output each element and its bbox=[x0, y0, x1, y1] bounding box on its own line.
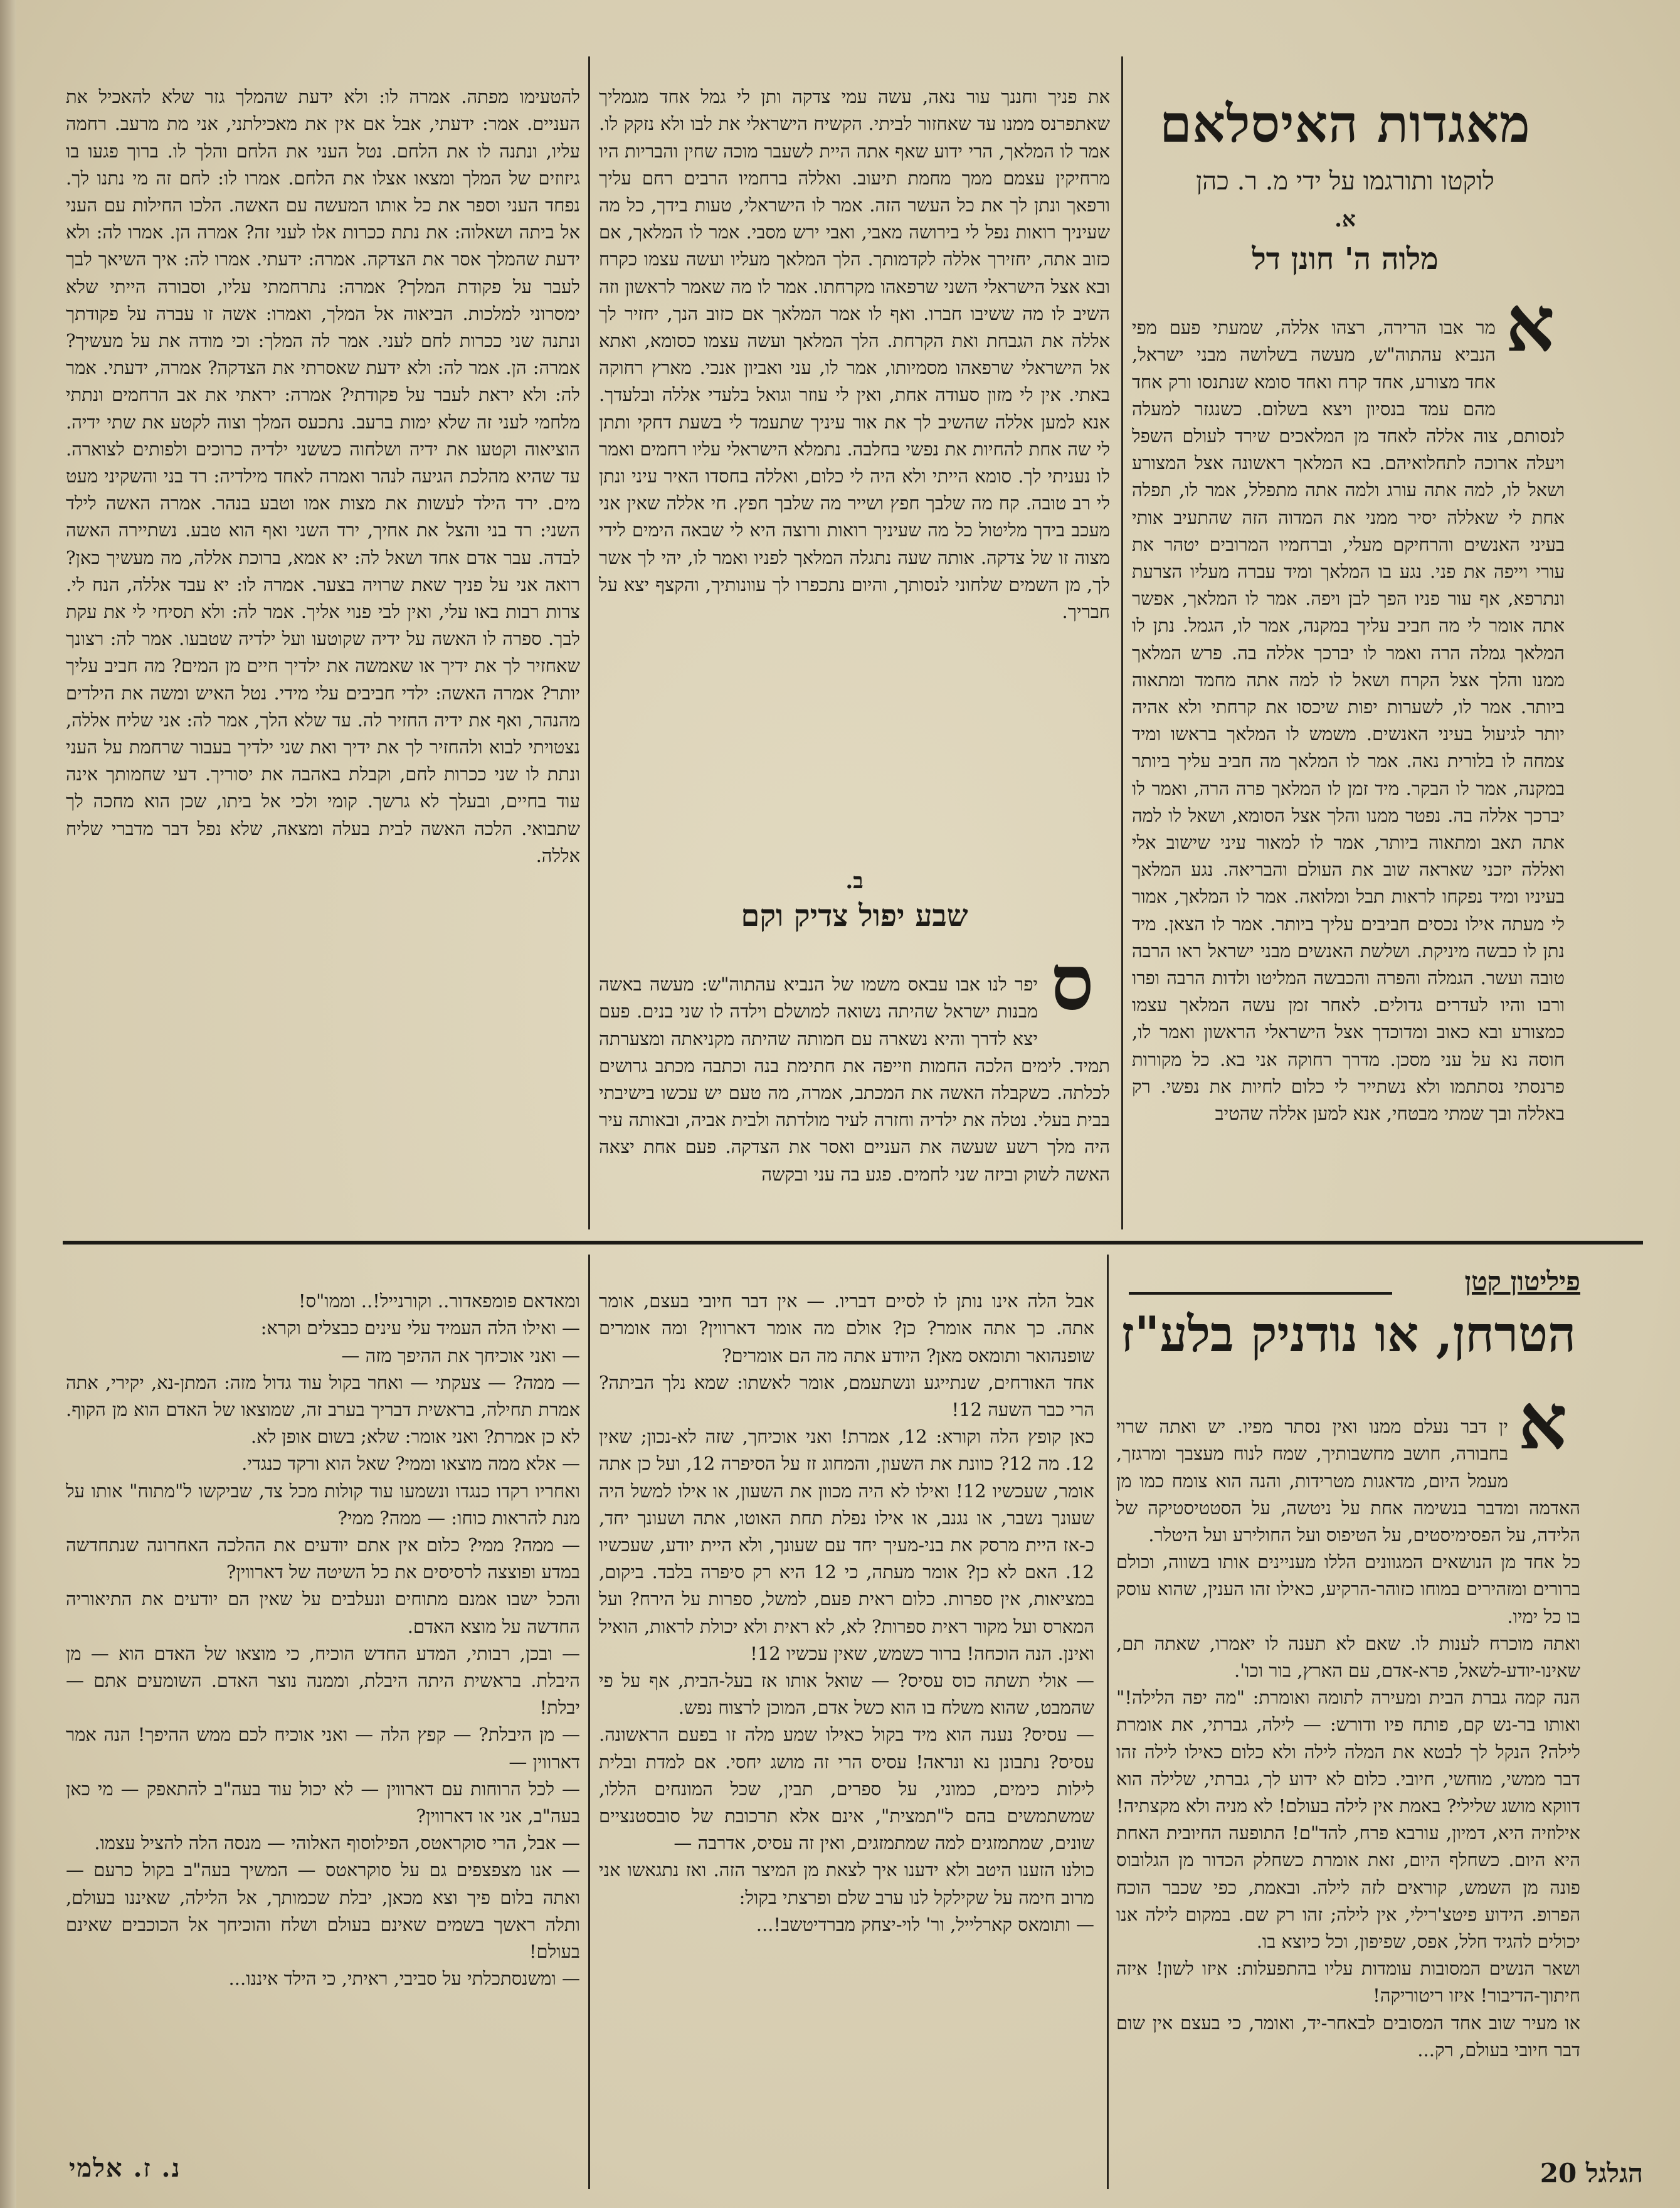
bottom-left-column bbox=[66, 1261, 580, 2148]
top-left-text: להטעימו מפתה. אמרה לו: ולא ידעת שהמלך גזר שלא להאכיל את העניים. אמר: ידעתי, אבל אם אין את מאכילתני, אני מת מרעב. רחמה עליו, ונתנה לו את הלחם. נטל העני את הלחם והלך לו. ברוך פגעו בו גיזוזים של המלך ומצאו אצלו את הלחם. אמרו לו: לחם זה מי נתנו לך. נפחד העני וספר את כל אותו המעשה עם האשה. הלכו החילות עם העני אל ביתה ושאלוה: את נתת ככרות אלו לעני זה? אמרה הן. אמרו לה: ולא ידעת שהמלך אסר את הצדקה. אמרה: ידעתי. אמרו לה: איך השיאך לבך לעבר על פקודת המלך? אמרה: נתרחמתי עליו, וסבורה הייתי שלא ימסרוני למלכות. הביאוה אל המלך, ואמרו: אשה זו עברה על פקודתך ונתנה שני ככרות לחם לעני. אמר לה המלך: וכי מודה את על מעשיך? אמרה: הן. אמר לה: ולא ידעת שאסרתי את הצדקה? אמרה, ידעתי. אמר לה: ולא יראת לעבר על פקודתי? אמרה: יראתי את אב הרחמים ונתתי מלחמי לעני זה שלא ימות ברעב. נתכעס המלך וצוה לקטע את שתי ידיה. הוציאוה וקטעו את ידיה ושלחוה כששני ילדיה כרוכים ולפותים לצוארה. עד שהיא מהלכת הגיעה לנהר ואמרה לאחד מילדיה: רד בני והשקיני מעט מים. ירד הילד לעשות את מצות אמו וטבע בנהר. אמרה האשה לילד השני: רד בני והצל את אחיך, ירד השני ואף הוא טבע. נשתיירה האשה לבדה. עבר אדם אחד ושאל לה: יא אמא, ברוכת אללה, מה מעשיך כאן? רואה אני על פניך שאת שרויה בצער. אמרה לו: יא עבד אללה, הנח לי. צרות רבות באו עלי, ואין לבי פנוי אליך. אמר לה: ולא תסיחי לי את עקת לבך. ספרה לו האשה על ידיה שקוטעו ועל ילדיה שטבעו. אמר לה: רצונך שאחזיר לך את ידיך או שאמשה את ילדיך חיים מן המים? מה חביב עליך יותר? אמרה האשה: ילדי חביבים עלי מידי. נטל האיש ומשה את הילדים מהנהר, ואף את ידיה החזיר לה. עד שלא הלך, אמר לה: אני שליח אללה, נצטויתי לבוא ולהחזיר לך את ידיך ואת שני ילדיך בעבור שרחמת על העני ונתת לו שני ככרות לחם, וקבלת באהבה את יסוריך. דעי שחמותך אינה עוד בחיים, ובעלך לא גרשך. קומי ולכי אל ביתו, שכן הוא מחכה לך שתבואי. הלכה האשה לבית בעלה ומצאה, שלא נפל דבר מדברי שליח אללה. bbox=[66, 86, 580, 866]
column-rule bbox=[588, 56, 590, 1229]
section-number-a: א. bbox=[1334, 207, 1356, 232]
article-title: מאגדות האיסלאם bbox=[1160, 94, 1531, 154]
column-rule bbox=[588, 1255, 590, 2189]
bottom-left-text: ומאדאם פומפאדור.. וקורנייל!.. וממו"ס! — ואילו הלה העמיד עלי עינים כבצלים וקרא: — ואני אוכיחך את ההיפך מזה — — ממה? — צעקתי — ואחר בקול עוד גדול מזה: המתן-נא, יקירי, אתה אמרת תחילה, בראשית דבריך בערב זה, שמוצאו של האדם הוא מן הקוף. לא כן אמרת? ואני אומר: שלא; בשום אופן לא. — אלא ממה מוצאו וממי? שאל הוא ורקד כנגדי. ואחריו רקדו כנגדו ונשמעו עוד קולות מכל צד, שביקשו ל"מתוח" אותו על מנת להראות כוחו: — ממה? ממי? — ממה? ממי? כלום אין אתם יודעים את ההלכה האחרונה שנתחדשה במדע ופוצצה לרסיסים את כל השיטה של דארווין? והכל ישבו אמנם מתוחים ונעלבים על שאין הם יודעים את התיאוריה החדשה על מוצא האדם. — ובכן, רבותי, המדע החדש הוכיח, כי מוצאו של האדם הוא — מן היבלת. בראשית היתה היבלת, וממנה נוצר האדם. השומעים אתם — יבלת! — מן היבלת? — קפץ הלה — ואני אוכיח לכם ממש ההיפך! הנה אמר דארווין — — לכל הרוחות עם דארווין — לא יכול עוד בעה"ב להתאפק — מי כאן בעה"ב, אני או דארווין? — אבל, הרי סוקראטס, הפילוסוף האלוהי — מנסה הלה להציל עצמו. — אנו מצפצפים גם על סוקראטס — המשיך בעה"ב בקול כרעם — ואתה בלום פיך וצא מכאן, יבלת שכמותך, אל הלילה, שאיננו בעולם, ותלה ראשך בשמים שאינם בעולם ושלח והוכיחך אל הכוכבים שאינם בעולם! — ומשנסתכלתי על סביבי, ראיתי, כי הילד איננו... bbox=[66, 1290, 580, 1990]
feuilleton-label: פיליטון קטן bbox=[1464, 1266, 1580, 1297]
top-middle-text: את פניך וחננך עור נאה, עשה עמי צדקה ותן לי גמל אחד מגמליך שאתפרנס ממנו עד שאחזור לביתי. הקשיח הישראלי את לבו ולא נזקק לו. אמר לו המלאך, הרי ידוע שאף אתה היית לשעבר מוכה שחין והבריות היו מרחיקין עצמם ממך מחמת תיעוב. ואללה ברחמיו הרבים רחם עליך ורפאך ונתן לך את כל העשר הזה. אמר לו הישראלי, טעות בידך, כל מה שעיניך רואות נפל לי בירושה מאבי, ואבי ירש מסבי. אמר לו המלאך, אם כזוב אתה, יחזירך אללה לקדמותך. הלך המלאך מעליו ועשה עצמו כקרח ובא אצל הישראלי השני שרפאהו מקרחתו. אמר לו מה שאמר לראשון וזה השיב לו מה ששיבו חברו. ואף לו אמר המלאך אם כזוב הנך, יחזיר לך אללה את הגבחת ואת הקרחת. הלך המלאך ועשה עצמו כסומא, ואתא אל הישראלי שרפאהו מסמיותו, אמר לו, עני ואביון אנכי. מארץ רחוקה באתי. אין לי מזון סעודה אחת, ואין לי עוזר וגואל בלעדי אללה ובלעדך. אנא למען אללה שהשיב לך את אור עיניך שתעמד לי בשעת דחקי ותתן לי שה אחת להחיות את נפשי בחלבה. נתמלא הישראלי עליו רחמים ואמר לו נעניתי לך. סומא הייתי ולא היה לי כלום, ואללה בחסדו האיר עיני ונתן לי רב טובה. קח מה שלבך חפץ ושייר מה שלבך חפץ. חי אללה שאין אני מעכב בידך מליטול כל מה שעיניך רואות ורוצה היא לי שבאה הימים לידי מצוה זו של צדקה. אותה שעה נתגלה המלאך לפניו ואמר לו, יהי לך אשר לך, מן השמים שלחוני לנסותך, והיום נתכפרו לך עוונותיך, והקצף יצא על חבריך. bbox=[599, 86, 1110, 623]
article-byline: לוקטו ותורגמו על ידי מ. ר. כהן bbox=[1196, 167, 1494, 196]
page-number: 20 bbox=[1540, 2158, 1577, 2189]
dropcap-feuilleton-spacer bbox=[1508, 1413, 1580, 1489]
section-heading-b: שבע יפול צדיק וקם bbox=[741, 898, 968, 933]
page-binding-shadow bbox=[0, 0, 16, 2208]
bottom-right-column bbox=[1116, 1386, 1580, 2189]
section-divider bbox=[63, 1241, 1643, 1245]
section-number-b: ב. bbox=[845, 869, 864, 894]
top-middle-column bbox=[599, 56, 1110, 866]
page-footer bbox=[1464, 2158, 1643, 2195]
dropcap-feuilleton: א bbox=[1518, 1376, 1568, 1467]
author-signature: נ. ז. אלמי bbox=[69, 2153, 181, 2183]
column-rule bbox=[1107, 1255, 1109, 2189]
dropcap-a-spacer bbox=[1496, 314, 1565, 396]
section-heading-a: מלוה ה' חונן דל bbox=[1252, 242, 1439, 277]
section-b-body bbox=[599, 937, 1110, 1233]
top-left-column bbox=[66, 56, 580, 1233]
dropcap-b: ס bbox=[1050, 937, 1094, 1027]
section-b-text: יפר לנו אבו עבאס משמו של הנביא עהתוה"ש: מעשה באשה מבנות ישראל שהיתה נשואה למושלם וילדה לו שני בנים. פעם יצא לדרך והיא נשארה עם חמותה שהיתה מקניאתה ומצערתה תמיד. לימים הלכה החמות וזייפה את חתימת בנה וכתבה מכתב גרושים לכלתה. כשקבלה האשה את המכתב, אמרה, מה טעם יש עכשו בישיבתי בבית בעלי. נטלה את ילדיה וחזרה לעיר מולדתה ולבית אביה, ובאותה עיר היה מלך רשע שעשה את העניים ואסר את הצדקה. פעם אחת יצאה האשה לשוק וביזה שני לחמים. פגע בה עני ובקשה bbox=[599, 974, 1110, 1185]
bottom-right-text: ין דבר נעלם ממנו ואין נסתר מפיו. יש ואתה שרוי בחבורה, חושב מחשבותיך, שמח לנוח מעצבך ומרגזך, מעמל היום, מדאגות מטרידות, והנה הוא צומח כמו מן האדמה ומדבר בנשימה אחת על ניטשה, על הסטטיסטיקה של הלידה, על הפסימיסטים, על הטיפוס ועל החולירע ועל היטלר. כל אחד מן הנושאים המגוונים הללו מעניינים אותו בשווה, וכולם ברורים ומזהירים במוחו כזוהר-הרקיע, כאילו זהו הענין, שהוא עוסק בו כל ימיו. ואתה מוכרח לענות לו. שאם לא תענה לו יאמרו, שאתה תם, שאינו-יודע-לשאל, פרא-אדם, עם הארץ, בור וכו'. הנה קמה גברת הבית ומעירה לתומה ואומרת: "מה יפה הלילה!" ואותו בר-נש קם, פותח פיו ודורש: — לילה, גברתי, את אומרת לילה? הנקל לך לבטא את המלה לילה ולא כלום כאילו לילה זהו דבר ממשי, מוחשי, חיובי. כלום לא ידוע לך, גברתי, שלילה הוא דווקא מושג שלילי? באמת אין לילה בעולם! לא מניה ולא מקצתיה! אילוזיה היא, דמיון, עורבא פרח, להד"ם! התופעה החיובית האחת היא היום. כשחלף היום, זאת אומרת כשחלק הכדור מן הגלובוס פונה מן השמש, קוראים לזה לילה. ובאמת, כפי שכבר הוכח הפרופ. הידוע פיטצ'רילי, אין לילה; זהו רק שם. במקום לילה אנו יכולים להגיד חלל, אפס, שפיפון, וכל כיוצא בו. ושאר הנשים המסובות עומדות עליו בהתפעלות: איזו לשון! איזה חיתוך-הדיבור! איזו ריטוריקה! או מעיר שוב אחד המסובים לבאחר-יד, ואומר, כי בעצם אין שום דבר חיובי בעולם, רק... bbox=[1116, 1416, 1580, 2061]
feuilleton-title: הטרחן, או נודניק בלע"ז bbox=[1121, 1306, 1576, 1363]
dropcap-b-spacer bbox=[1038, 971, 1110, 1046]
section-a-text: מר אבו הרירה, רצהו אללה, שמעתי פעם מפי הנביא עהתוה"ש, מעשה בשלושה מבני ישראל, אחד מצורע, אחד קרח ואחד סומא שנתנסו ורק אחד מהם עמד בנסיון ויצא בשלום. כשנגזר למעלה לנסותם, צוה אללה לאחד מן המלאכים שירד לעולם השפל ויעלה ארוכה לתחלואיהם. בא המלאך ראשונה אצל המצורע ושאל לו, למה אתה עורג ולמה אתה מתפלל, אמר לו, תפלה אחת לי שאללה יסיר ממני את המדוה הזה שהתעיב אותי בעיני האנשים והרחיקם מעלי, וברחמיו המרובים יטהר את עורי וייפה את פני. נגע בו המלאך ומיד עברה מעליו הצרעת ונתרפא, אף עור פניו הפך לבן ויפה. אמר לו המלאך, אפשר אתה אומר לי מה חביב עליך במקנה, אמר לו, הגמל. נתן לו המלאך גמלה הרה ואמר לו יברכך אללה בה. פרש המלאך ממנו והלך אצל הקרח ושאל לו למה אתה מחמד ומתאוה ביותר. אמר לו, לשערות יפות שיכסו את קרחתי ולא אהיה יותר לגיעול בעיני האנשים. משמש לו המלאך בראשו ומיד צמחה לו בלורית נאה. אמר לו המלאך מה חביב עליך ביותר במקנה, אמר לו הבקר. מיד זמן לו המלאך פרה הרה, ואמר לו יברכך אללה בה. נפטר ממנו והלך אצל הסומא, ושאל לו למה אתה תאב ומתאוה ביותר, אמר לו למאור עיני שישוב אלי ואללה יזכני שאראה שוב את העולם והבריאה. נגע המלאך בעיניו ומיד נפקחו לראות תבל ומלואה. אמר לו המלאך, אמור לי מעתה אילו נכסים חביבים עליך ביותר. אמר לו הצאן. מיד נתן לו כבשה מיניקת. ושלשת האנשים מבני ישראל ראו הרבה טובה ועשר. הגמלה והפרה והכבשה המליטו ולדות הרבה ופרו ורבו והיו לעדרים גדולים. לאחר זמן עשה המלאך עצמו כמצורע ובא כאוב ומדוכדך אצל הישראלי הראשון ואמר לו, חוסה נא על עני מסכן. מדרך רחוקה אני בא. כל מקורות פרנסתי נסתתמו ולא נשתייר לי כלום לחיות את נפשי. רק באללה ובך שמתי מבטחי, אנא למען אללה שהטיב bbox=[1132, 317, 1565, 1125]
bottom-middle-column bbox=[599, 1261, 1094, 2189]
magazine-name: הגלגל bbox=[1585, 2158, 1643, 2189]
bottom-middle-text: אבל הלה אינו נותן לו לסיים דבריו. — אין דבר חיובי בעצם, אומר אתה. כך אתה אומר? כן? אולם מה אומר דארווין? ומה אומרים שופנהואר ותומאס מאן? היודע אתה מה הם אומרים? אחד האורחים, שנתייגע ונשתעמם, אומר לאשתו: שמא נלך הביתה? הרי כבר השעה 12! כאן קופץ הלה וקורא: 12, אמרת! ואני אוכיחך, שזה לא-נכון; שאין 12. מה 12? כוונת את השעון, והמחוג זז על הסיפרה 12, ועל כן אתה אומר, שעכשיו 12! ואילו לא היה מכוון את השעון, או אילו למשל היה שעונך נשבר, או נגנב, או אילו נפלת תחת האוטו, אתה ושעונך יחד, כ-אז היית מרסק את בני-מעיך יחד עם שעונך, ולא היית יודע, שעכשיו 12. האם לא כן? אומר מעתה, כי 12 היא רק סיפרה בלבד. ביקום, במציאות, אין ספרות. כלום ראית פעם, למשל, ספרות על הירח? ועל המארס ועל מקור ראית ספרות? לא, לא ראית ולא יכולת לראות, הואיל ואינן. הנה הוכחה! ברור כשמש, שאין עכשיו 12! — אולי תשתה כוס עסיס? — שואל אותו אז בעל-הבית, אף על פי שהמבט, שהוא משלח בו הוא כשל אדם, המוכן לרצוח נפש. — עסיס? נענה הוא מיד בקול כאילו שמע מלה זו בפעם הראשונה. עסיס? נתבונן נא ונראה! עסיס הרי זה מושג יחסי. אם למדת ובלית לילות כימים, כמוני, על ספרים, תבין, שכל המונחים הללו, שמשתמשים בהם ל"תמצית", אינם אלא תרכובת של סובסטנציים שונים, שמתמזגים למה שמתמזגים, ואין זה עסיס, אדרבה — כולנו הזענו היטב ולא ידענו איך לצאת מן המיצר הזה. ואז נתגאשו אני מרוב חימה על שקילקל לנו ערב שלם ופרצתי בקול: — ותומאס קארלייל, ור' לוי-יצחק מברדיטשב!... bbox=[599, 1290, 1094, 1935]
dropcap-a: א bbox=[1505, 279, 1555, 369]
section-a-body bbox=[1132, 279, 1565, 1231]
feuilleton-rule bbox=[1129, 1292, 1392, 1295]
column-rule bbox=[1121, 56, 1123, 1229]
